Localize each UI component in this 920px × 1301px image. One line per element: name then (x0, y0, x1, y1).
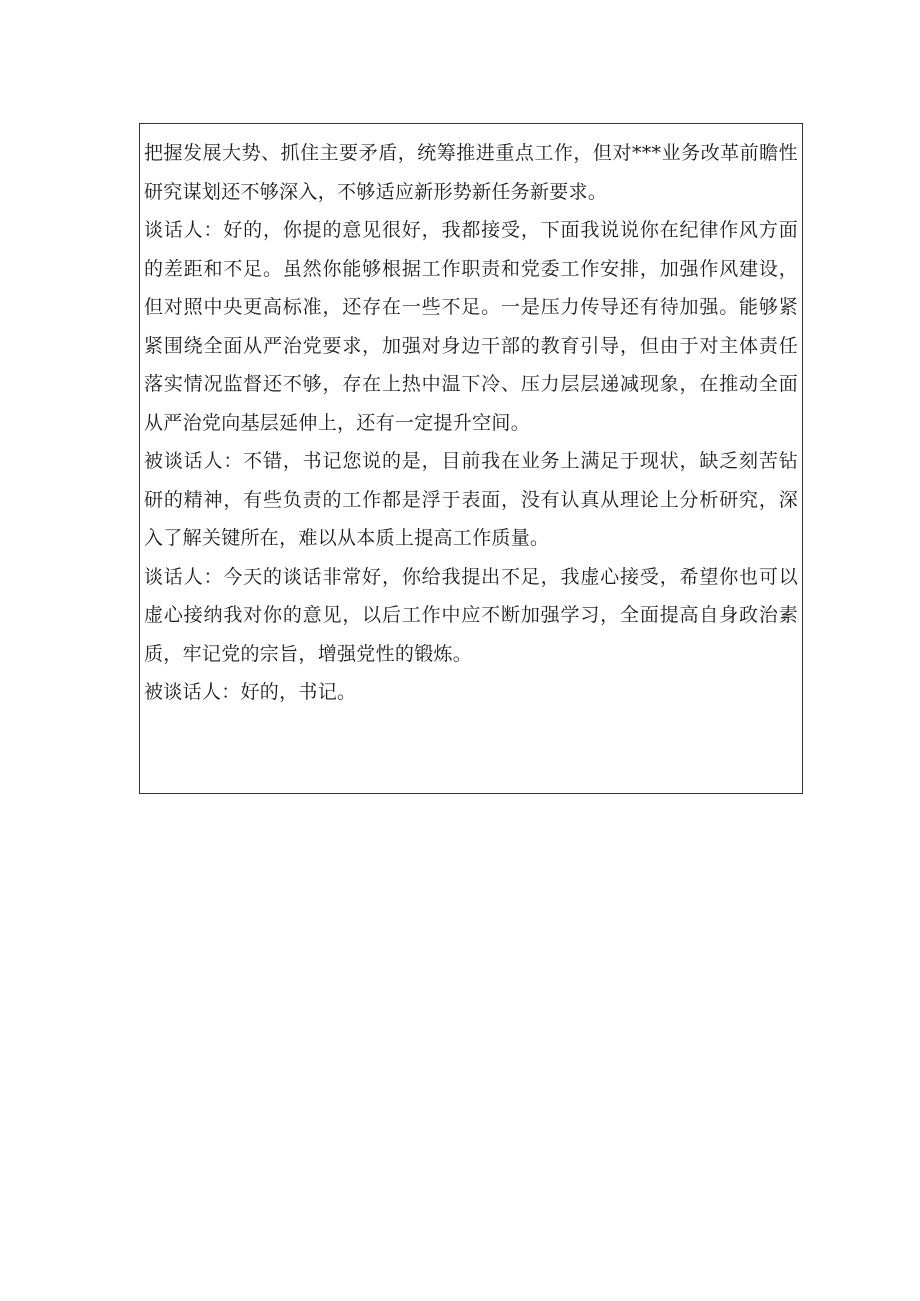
paragraph-continuation: 把握发展大势、抓住主要矛盾，统筹推进重点工作，但对***业务改革前瞻性研究谋划还不够深入，不够适应新形势新任务新要求。 (144, 142, 798, 203)
paragraph-respondent-reply: 被谈话人：不错，书记您说的是，目前我在业务上满足于现状，缺乏刻苦钻研的精神，有些负责的工作都是浮于表面，没有认真从理论上分析研究，深入了解关键所在，难以从本质上提高工作质量。 (144, 450, 798, 549)
conversation-record-box (139, 123, 803, 794)
paragraph-respondent-final: 被谈话人：好的，书记。 (144, 681, 357, 703)
paragraph-speaker-closing: 谈话人：今天的谈话非常好，你给我提出不足，我虚心接受，希望你也可以虚心接纳我对你的意见，以后工作中应不断加强学习，全面提高自身政治素质，牢记党的宗旨，增强党性的锻炼。 (144, 565, 798, 665)
paragraph-speaker-remarks: 谈话人：好的，你提的意见很好，我都接受，下面我说说你在纪律作风方面的差距和不足。虽然你能够根据工作职责和党委工作安排，加强作风建设，但对照中央更高标准，还存在一些不足。一是压力传导还有待加强。能够紧紧围绕全面从严治党要求，加强对身边干部的教育引导，但由于对主体责任落实情况监督还不够，存在上热中温下冷、压力层层递减现象，在推动全面从严治党向基层延伸上，还有一定提升空间。 (144, 219, 798, 434)
